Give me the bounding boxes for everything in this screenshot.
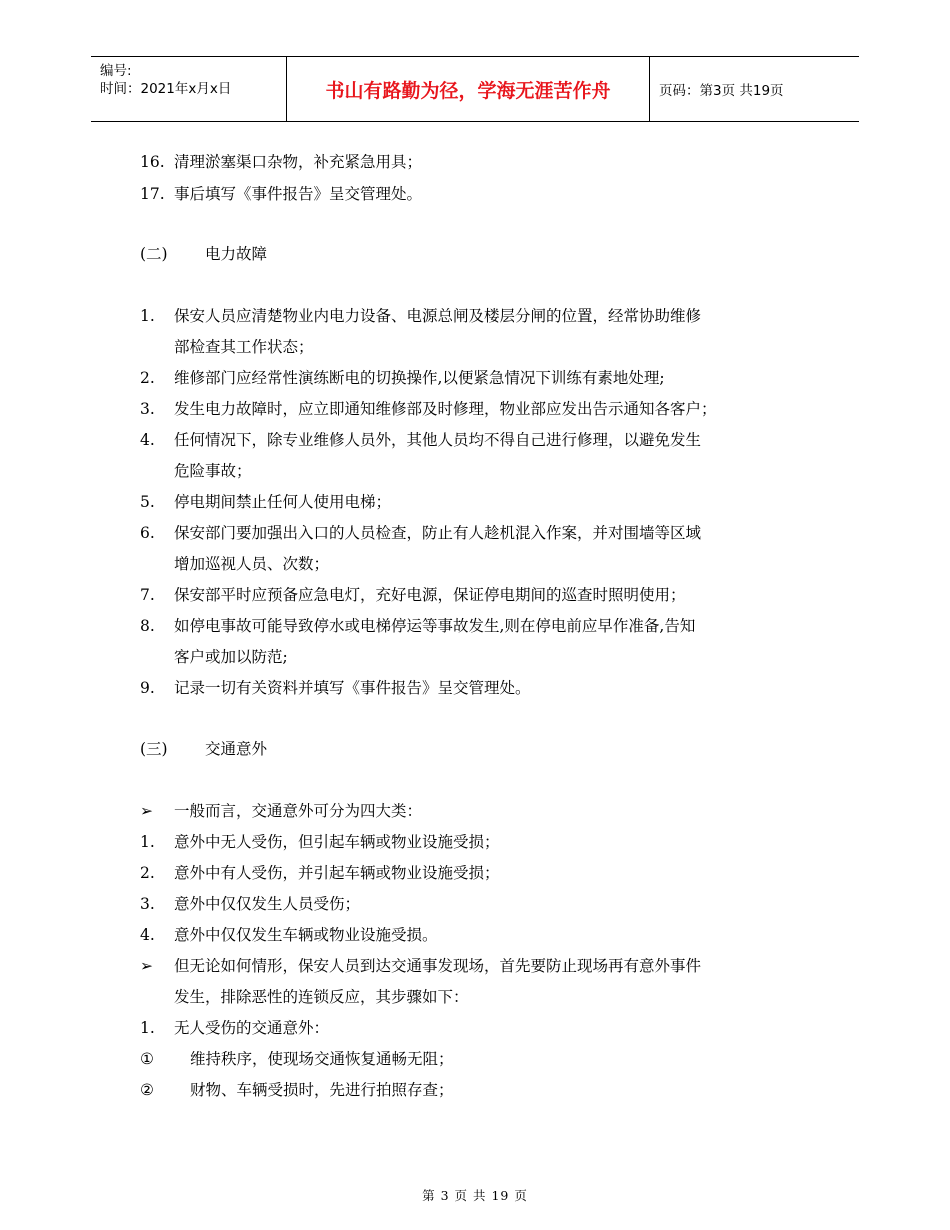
item-number: 2. <box>140 369 155 387</box>
arrow-bullet-icon: ➢ <box>140 957 153 975</box>
header-motto: 书山有路勤为径，学海无涯苦作舟 <box>325 79 611 102</box>
item-text: 客户或加以防范; <box>174 648 288 666</box>
item-number: 1. <box>140 307 155 325</box>
item-number: 17. <box>140 185 165 203</box>
section-title: 交通意外 <box>205 740 268 758</box>
item-text: 意外中无人受伤，但引起车辆或物业设施受损； <box>174 833 500 851</box>
section-number: (二) <box>140 245 168 263</box>
section-number: (三) <box>140 740 168 758</box>
item-text: 意外中仅仅发生人员受伤； <box>174 895 361 913</box>
item-number: 1. <box>140 833 155 851</box>
item-text: 增加巡视人员、次数； <box>174 555 330 573</box>
item-number: 4. <box>140 431 155 449</box>
item-text: 危险事故； <box>174 462 252 480</box>
item-text: 保安部门要加强出入口的人员检查，防止有人趁机混入作案，并对围墙等区域 <box>174 524 702 542</box>
item-text: 任何情况下，除专业维修人员外，其他人员均不得自己进行修理，以避免发生 <box>174 431 702 449</box>
item-text: 意外中仅仅发生车辆或物业设施受损。 <box>174 926 438 944</box>
document-number-label: 编号: <box>100 63 132 79</box>
item-number: 8. <box>140 617 155 635</box>
item-text: 记录一切有关资料并填写《事件报告》呈交管理处。 <box>174 679 531 697</box>
item-text: 但无论如何情形，保安人员到达交通事发现场，首先要防止现场再有意外事件 <box>174 957 702 975</box>
item-text: 部检查其工作状态； <box>174 338 314 356</box>
item-number: 5. <box>140 493 155 511</box>
item-text: 无人受伤的交通意外： <box>174 1019 330 1037</box>
item-number: 7. <box>140 586 155 604</box>
section-title: 电力故障 <box>205 245 268 263</box>
item-number: 1. <box>140 1019 155 1037</box>
item-number: 3. <box>140 400 155 418</box>
item-text: 维持秩序，使现场交通恢复通畅无阻； <box>190 1050 454 1068</box>
item-number: 9. <box>140 679 155 697</box>
arrow-bullet-icon: ➢ <box>140 802 153 820</box>
item-text: 财物、车辆受损时，先进行拍照存查； <box>190 1081 454 1099</box>
item-text: 发生电力故障时，应立即通知维修部及时修理，物业部应发出告示通知各客户； <box>174 400 717 418</box>
item-text: 意外中有人受伤，并引起车辆或物业设施受损； <box>174 864 500 882</box>
item-text: 保安部平时应预备应急电灯，充好电源，保证停电期间的巡查时照明使用； <box>174 586 686 604</box>
item-text: 事后填写《事件报告》呈交管理处。 <box>174 185 423 203</box>
item-text: 清理淤塞渠口杂物，补充紧急用具； <box>174 153 423 171</box>
item-number: 4. <box>140 926 155 944</box>
item-text: 维修部门应经常性演练断电的切换操作,以便紧急情况下训练有素地处理; <box>174 369 665 387</box>
item-text: 保安人员应清楚物业内电力设备、电源总闸及楼层分闸的位置，经常协助维修 <box>174 307 702 325</box>
item-number: 3. <box>140 895 155 913</box>
item-text: 停电期间禁止任何人使用电梯； <box>174 493 392 511</box>
item-number: 2. <box>140 864 155 882</box>
item-number: 16. <box>140 153 165 171</box>
page-footer: 第 3 页 共 19 页 <box>422 1188 528 1203</box>
document-date-label: 时间：2021年x月x日 <box>100 81 232 97</box>
item-text: 发生，排除恶性的连锁反应，其步骤如下： <box>174 988 469 1006</box>
item-number: ② <box>140 1081 154 1099</box>
item-number: ① <box>140 1050 154 1068</box>
item-text: 如停电事故可能导致停水或电梯停运等事故发生,则在停电前应早作准备,告知 <box>174 617 696 635</box>
item-number: 6. <box>140 524 155 542</box>
item-text: 一般而言，交通意外可分为四大类： <box>174 802 423 820</box>
header-page-info: 页码：第3页 共19页 <box>659 83 784 99</box>
